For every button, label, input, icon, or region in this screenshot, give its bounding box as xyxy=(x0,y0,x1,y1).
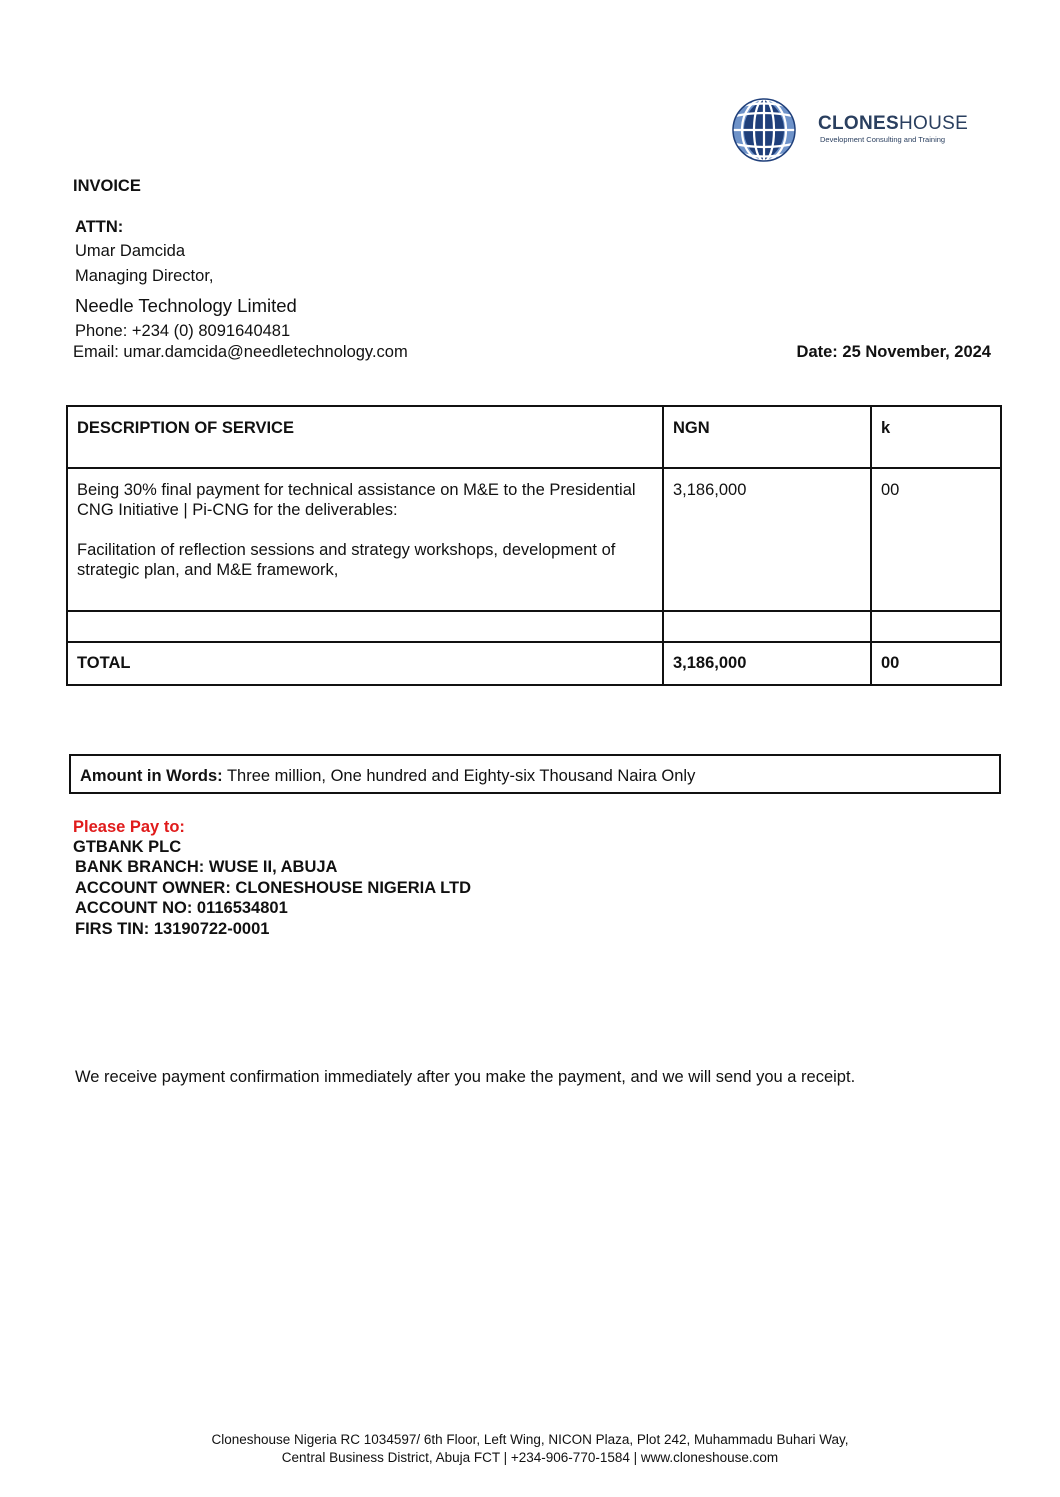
globe-icon xyxy=(730,96,798,164)
table-total-row xyxy=(67,642,1001,685)
amount-in-words-box xyxy=(69,754,1001,794)
amount-in-words-value: Three million, One hundred and Eighty-six Thousand Naira Only xyxy=(222,767,696,785)
invoice-title: INVOICE xyxy=(73,177,141,195)
amount-in-words-label: Amount in Words: xyxy=(80,767,223,785)
total-kobo: 00 xyxy=(871,642,1001,685)
table-header-row xyxy=(67,406,1001,468)
attn-email: Email: umar.damcida@needletechnology.com xyxy=(73,343,408,361)
table-empty-row xyxy=(67,611,1001,642)
total-ngn: 3,186,000 xyxy=(663,642,871,685)
bank-name: GTBANK PLC xyxy=(73,838,182,856)
bank-branch: BANK BRANCH: WUSE II, ABUJA xyxy=(75,858,338,876)
item-description-line1: Being 30% final payment for technical assistance on M&E to the Presidential CNG Initiative | Pi-CNG for the deliverables: xyxy=(77,481,636,519)
header-ngn: NGN xyxy=(663,406,871,468)
attn-company: Needle Technology Limited xyxy=(75,295,297,316)
empty-cell xyxy=(67,611,663,642)
invoice-date: Date: 25 November, 2024 xyxy=(796,343,991,361)
company-logo xyxy=(730,96,980,166)
account-owner: ACCOUNT OWNER: CLONESHOUSE NIGERIA LTD xyxy=(75,879,471,897)
firs-tin: FIRS TIN: 13190722-0001 xyxy=(75,920,270,938)
attn-name: Umar Damcida xyxy=(75,242,186,260)
empty-cell xyxy=(663,611,871,642)
header-kobo: k xyxy=(871,406,1001,468)
logo-tagline: Development Consulting and Training xyxy=(820,135,946,144)
table-row xyxy=(67,468,1001,611)
footer-line-2: Central Business District, Abuja FCT | +234-906-770-1584 | www.cloneshouse.com xyxy=(281,1450,779,1465)
empty-cell xyxy=(871,611,1001,642)
attn-phone: Phone: +234 (0) 8091640481 xyxy=(75,322,291,340)
attn-position: Managing Director, xyxy=(75,267,214,285)
footer-line-1: Cloneshouse Nigeria RC 1034597/ 6th Floor, Left Wing, NICON Plaza, Plot 242, Muhammadu Buhari Way, xyxy=(211,1432,849,1447)
page-footer xyxy=(0,1431,1060,1467)
item-ngn: 3,186,000 xyxy=(663,468,871,611)
logo-brand-name: CLONESHOUSE xyxy=(818,113,969,134)
item-kobo: 00 xyxy=(871,468,1001,611)
please-pay-label: Please Pay to: xyxy=(73,818,185,836)
header-description: DESCRIPTION OF SERVICE xyxy=(67,406,663,468)
account-number: ACCOUNT NO: 0116534801 xyxy=(75,899,288,917)
item-description xyxy=(67,468,663,611)
attn-label: ATTN: xyxy=(75,218,124,236)
item-description-line2: Facilitation of reflection sessions and strategy workshops, development of strategic plan, and M&E framework, xyxy=(77,541,616,579)
payment-note: We receive payment confirmation immediately after you make the payment, and we will send you a receipt. xyxy=(75,1068,856,1086)
total-label: TOTAL xyxy=(67,642,663,685)
service-table xyxy=(66,405,1002,686)
